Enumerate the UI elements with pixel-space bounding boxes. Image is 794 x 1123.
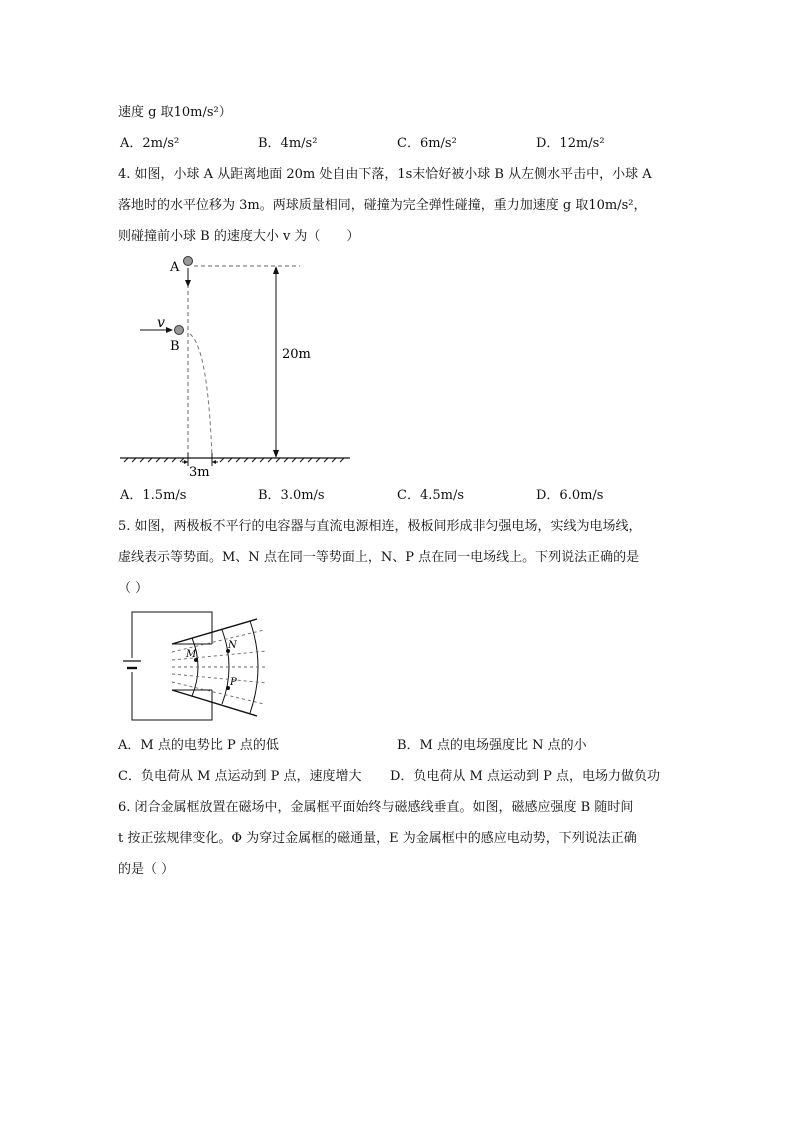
q4-label-width: 3m xyxy=(189,465,210,480)
q4-stem-line2: 落地时的水平位移为 3m。两球质量相同，碰撞为完全弹性碰撞，重力加速度 g 取10m/s²， xyxy=(118,198,647,213)
q6-stem-line1: 6. 闭合金属框放置在磁场中，金属框平面始终与磁感线垂直。如图，磁感应强度 B 随时间 xyxy=(118,800,634,815)
q5-label-n: N xyxy=(228,640,237,651)
q5-option-c: C．负电荷从 M 点运动到 P 点，速度增大 xyxy=(118,769,362,784)
q3-option-a: A．2m/s² xyxy=(120,136,180,151)
ball-a xyxy=(184,257,193,266)
q5-option-a: A．M 点的电势比 P 点的低 xyxy=(118,738,279,753)
q5-stem-line3: （ ） xyxy=(118,581,149,596)
q4-figure-collision xyxy=(110,248,360,480)
q4-label-b: B xyxy=(170,339,180,354)
q5-stem-line1: 5. 如图，两极板不平行的电容器与直流电源相连，极板间形成非匀强电场，实线为电场线， xyxy=(118,519,642,534)
q5-option-d: D．负电荷从 M 点运动到 P 点，电场力做负功 xyxy=(390,769,661,784)
q4-stem-line1: 4. 如图，小球 A 从距离地面 20m 处自由下落，1s末恰好被小球 B 从左侧水平击中，小球 A xyxy=(118,167,652,182)
q6-stem-line3: 的是（ ） xyxy=(118,862,175,877)
q4-label-v: v xyxy=(157,315,165,331)
q3-option-c: C．6m/s² xyxy=(397,136,457,151)
arrow-right-icon xyxy=(166,327,173,333)
q5-stem-line2: 虚线表示等势面。M、N 点在同一等势面上，N、P 点在同一电场线上。下列说法正确的是 xyxy=(118,550,640,565)
q3-option-b: B．4m/s² xyxy=(258,136,318,151)
q4-label-a: A xyxy=(170,260,180,275)
q5-label-p: P xyxy=(230,677,237,688)
q5-label-m: M xyxy=(186,649,197,660)
capacitor-plate-bottom xyxy=(172,690,257,716)
q4-label-height: 20m xyxy=(282,347,311,362)
q4-option-d: D．6.0m/s xyxy=(536,488,604,503)
q3-option-d: D．12m/s² xyxy=(536,136,605,151)
q6-stem-line2: t 按正弦规律变化。Φ 为穿过金属框的磁通量，E 为金属框中的感应电动势，下列说法正确 xyxy=(118,831,637,846)
q4-option-b: B．3.0m/s xyxy=(258,488,325,503)
arrow-down-icon xyxy=(185,280,191,287)
q3-text-tail: 速度 g 取10m/s²） xyxy=(118,105,232,120)
q4-option-c: C．4.5m/s xyxy=(397,488,464,503)
q5-figure-capacitor xyxy=(112,606,282,726)
q4-option-a: A．1.5m/s xyxy=(120,488,187,503)
ball-b xyxy=(175,326,184,335)
capacitor-plate-top xyxy=(172,619,257,644)
q4-stem-line3: 则碰撞前小球 B 的速度大小 v 为（ ） xyxy=(118,229,360,244)
q5-option-b: B．M 点的电场强度比 N 点的小 xyxy=(397,738,587,753)
